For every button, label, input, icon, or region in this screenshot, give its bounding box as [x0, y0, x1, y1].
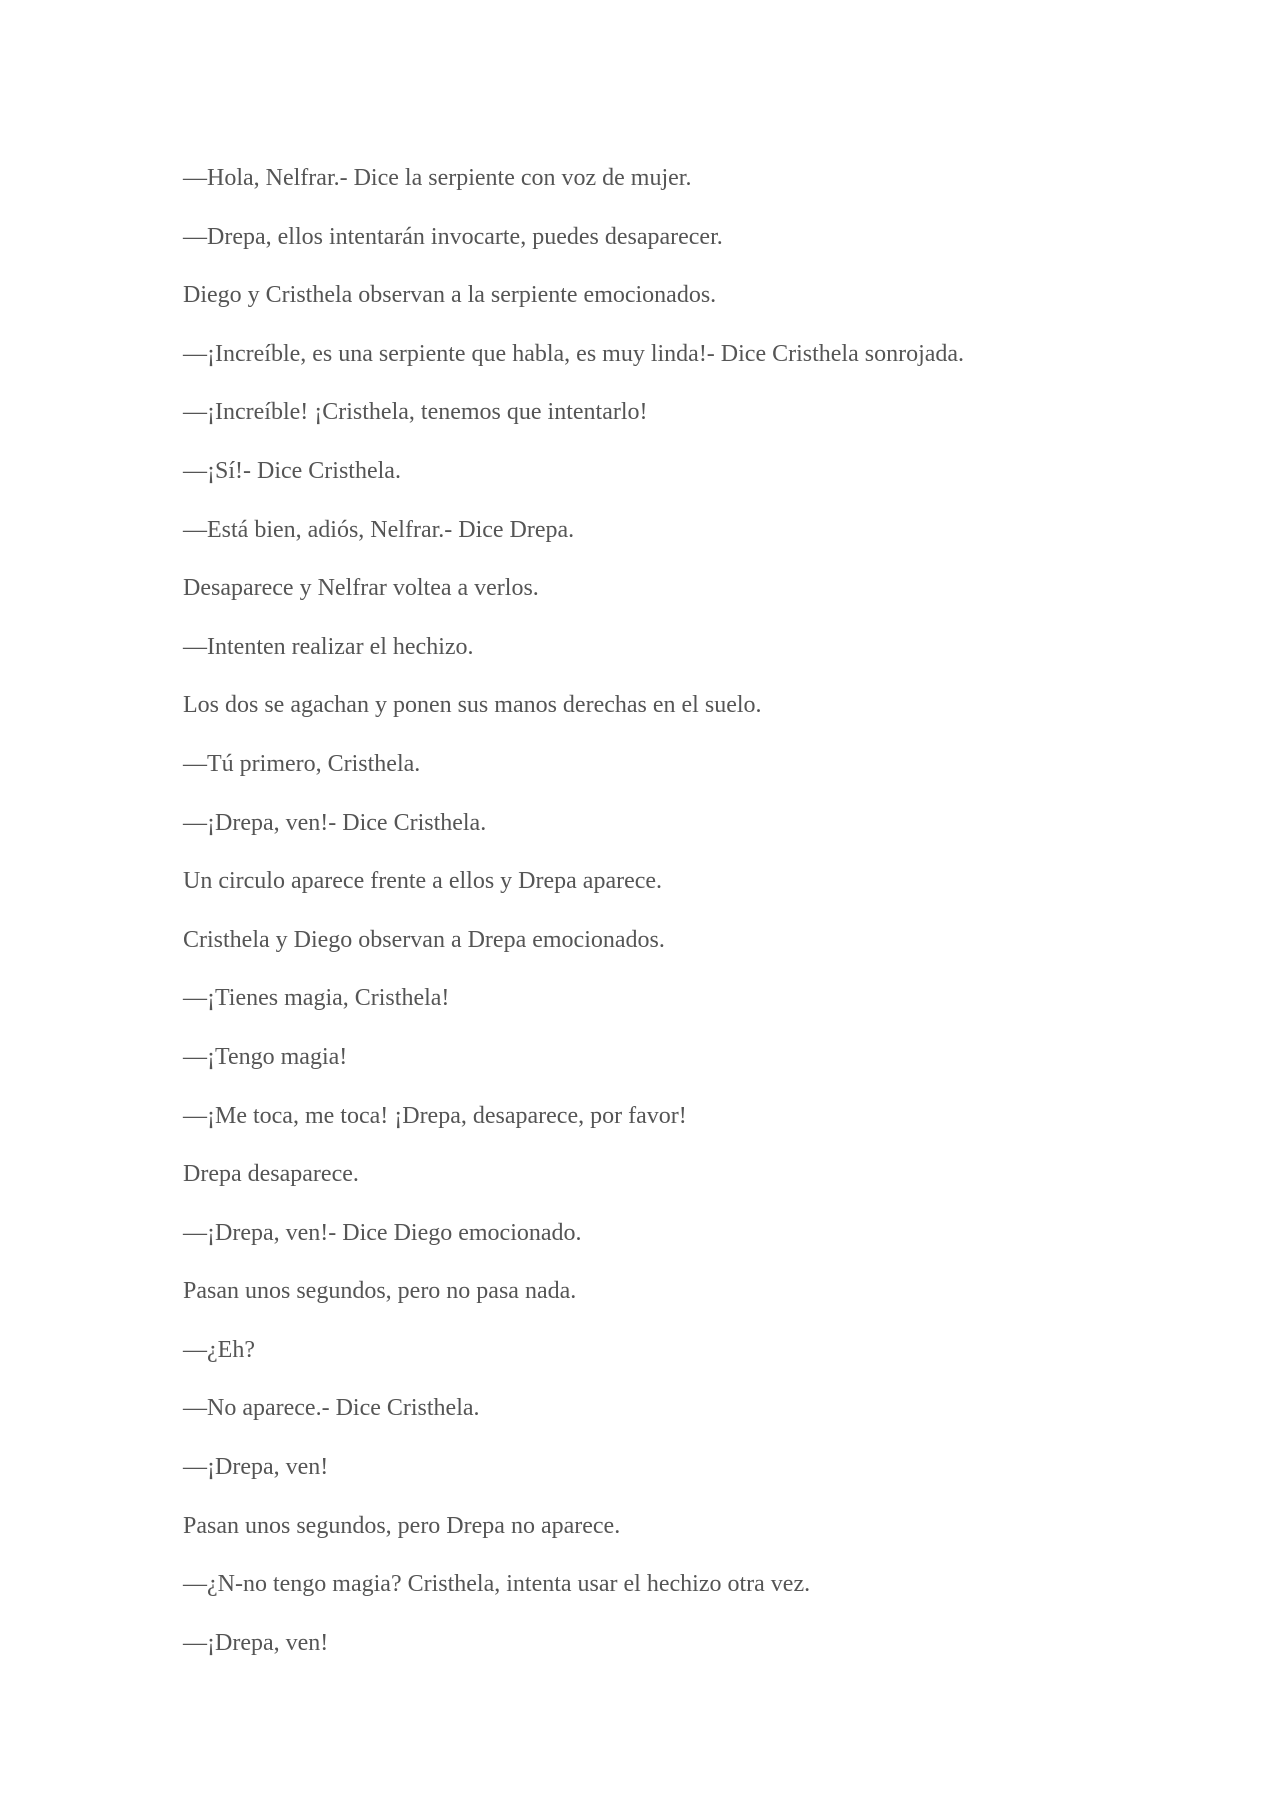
paragraph: —¿N-no tengo magia? Cristhela, intenta usar el hechizo otra vez. — [183, 1571, 811, 1598]
text-body — [183, 158, 1103, 1681]
paragraph: Diego y Cristhela observan a la serpiente emocionados. — [183, 282, 717, 309]
paragraph: —¡Drepa, ven! — [183, 1629, 329, 1656]
paragraph: —¿Eh? — [183, 1336, 255, 1363]
paragraph: —¡Sí!- Dice Cristhela. — [183, 457, 401, 484]
paragraph: —Drepa, ellos intentarán invocarte, puedes desaparecer. — [183, 223, 723, 250]
paragraph: Cristhela y Diego observan a Drepa emocionados. — [183, 926, 665, 953]
paragraph: Pasan unos segundos, pero no pasa nada. — [183, 1278, 577, 1305]
paragraph: —¡Me toca, me toca! ¡Drepa, desaparece, por favor! — [183, 1102, 687, 1129]
paragraph: —Está bien, adiós, Nelfrar.- Dice Drepa. — [183, 516, 575, 543]
paragraph: Desaparece y Nelfrar voltea a verlos. — [183, 575, 539, 602]
paragraph: —¡Tengo magia! — [183, 1043, 348, 1070]
paragraph: —Intenten realizar el hechizo. — [183, 633, 474, 660]
paragraph: —¡Tienes magia, Cristhela! — [183, 985, 450, 1012]
paragraph: Los dos se agachan y ponen sus manos derechas en el suelo. — [183, 692, 762, 719]
paragraph: —¡Increíble! ¡Cristhela, tenemos que intentarlo! — [183, 399, 648, 426]
paragraph: —¡Drepa, ven! — [183, 1454, 329, 1481]
paragraph: Un circulo aparece frente a ellos y Drepa aparece. — [183, 868, 663, 895]
paragraph: —¡Drepa, ven!- Dice Diego emocionado. — [183, 1219, 582, 1246]
paragraph: —¡Drepa, ven!- Dice Cristhela. — [183, 809, 487, 836]
paragraph: —¡Increíble, es una serpiente que habla, es muy linda!- Dice Cristhela sonrojada. — [183, 340, 965, 367]
paragraph: Drepa desaparece. — [183, 1161, 359, 1188]
paragraph: —Tú primero, Cristhela. — [183, 750, 421, 777]
paragraph: —No aparece.- Dice Cristhela. — [183, 1395, 480, 1422]
paragraph: Pasan unos segundos, pero Drepa no aparece. — [183, 1512, 621, 1539]
paragraph: —Hola, Nelfrar.- Dice la serpiente con voz de mujer. — [183, 165, 692, 191]
